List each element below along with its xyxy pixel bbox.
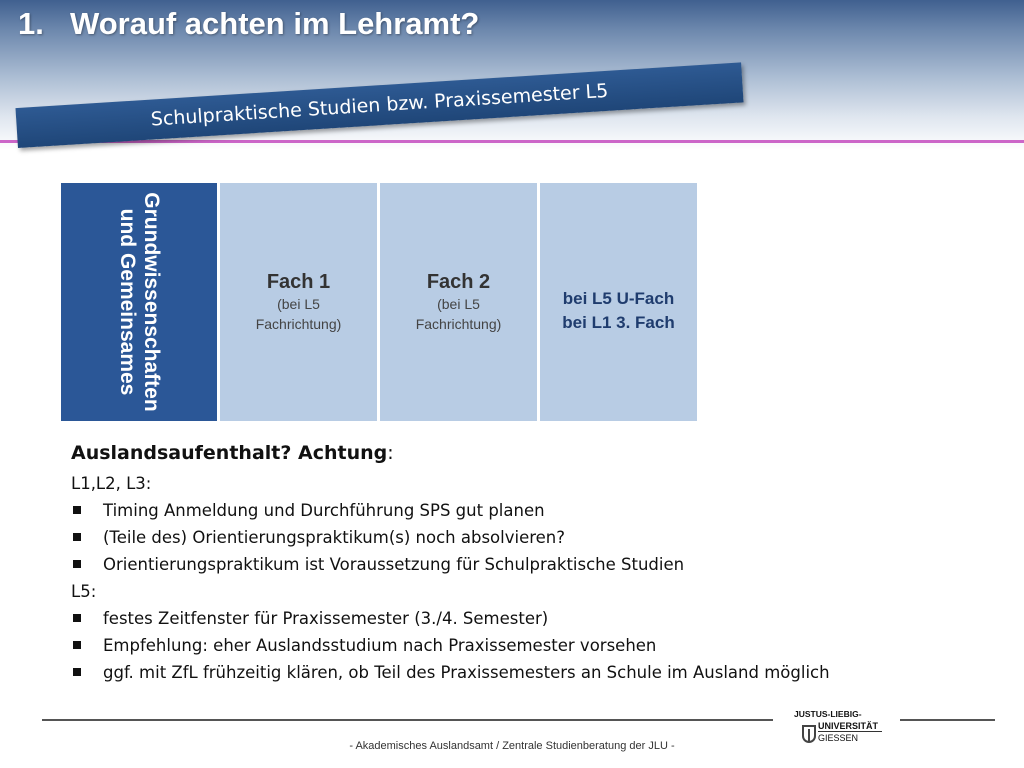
logo-line1: JUSTUS-LIEBIG- [794,709,862,719]
footer-divider-right [900,719,995,721]
slide-title-text: Worauf achten im Lehramt? [70,6,480,41]
bullet-square-icon [73,506,81,514]
list-item [71,659,853,686]
shield-icon [802,725,816,743]
subtitle-banner-text: Schulpraktische Studien bzw. Praxissemester L5 [150,79,609,131]
list-item [71,497,871,524]
column-fach3 [540,183,697,421]
column-grundwissenschaften-label: Grundwissenschaften und Gemeinsames [116,192,163,412]
column-fach1-title: Fach 1 [266,271,331,293]
logo-line2: UNIVERSITÄT [818,721,879,731]
bullet-square-icon [73,668,81,676]
column-fach1 [220,183,377,421]
list-item [71,632,871,659]
content-body [71,442,871,686]
university-logo [792,707,892,747]
list-item [71,605,871,632]
content-heading-text: Auslandsaufenthalt? Achtung [71,442,388,464]
list-item [71,551,871,578]
accent-line [0,140,1024,143]
column-fach2 [380,183,537,421]
column-grundwissenschaften [61,183,217,421]
slide-title-number: 1. [18,6,44,41]
column-fach3-line1: bei L5 U-Fach [562,289,675,308]
logo-divider [818,731,882,732]
slide-title [18,6,479,42]
column-fach3-line2: bei L1 3. Fach [562,313,675,332]
bullet-square-icon [73,560,81,568]
footer-divider-left [42,719,773,721]
column-fach2-sub: (bei L5 Fachrichtung) [415,296,502,332]
bullet-square-icon [73,641,81,649]
list-item-text: festes Zeitfenster für Praxissemester (3./4. Semester) [103,609,549,628]
bullet-square-icon [73,533,81,541]
footer-text: - Akademisches Auslandsamt / Zentrale Studienberatung der JLU - [349,740,675,752]
list-item-text: ggf. mit ZfL frühzeitig klären, ob Teil des Praxissemesters an Schule im Ausland möglich [103,663,830,682]
list-item-text: (Teile des) Orientierungspraktikum(s) noch absolvieren? [103,528,566,547]
logo-line3: GIESSEN [818,733,859,743]
list-item-text: Empfehlung: eher Auslandsstudium nach Praxissemester vorsehen [103,636,657,655]
group2-label: L5: [71,582,97,601]
list-item-text: Timing Anmeldung und Durchführung SPS gut planen [103,501,545,520]
content-heading [71,442,871,464]
group1-label: L1,L2, L3: [71,474,152,493]
list-item [71,524,871,551]
column-fach2-title: Fach 2 [426,271,491,293]
list-item-text: Orientierungspraktikum ist Voraussetzung für Schulpraktische Studien [103,555,685,574]
column-fach1-sub: (bei L5 Fachrichtung) [255,296,342,332]
bullet-square-icon [73,614,81,622]
content-heading-colon: : [387,442,394,464]
